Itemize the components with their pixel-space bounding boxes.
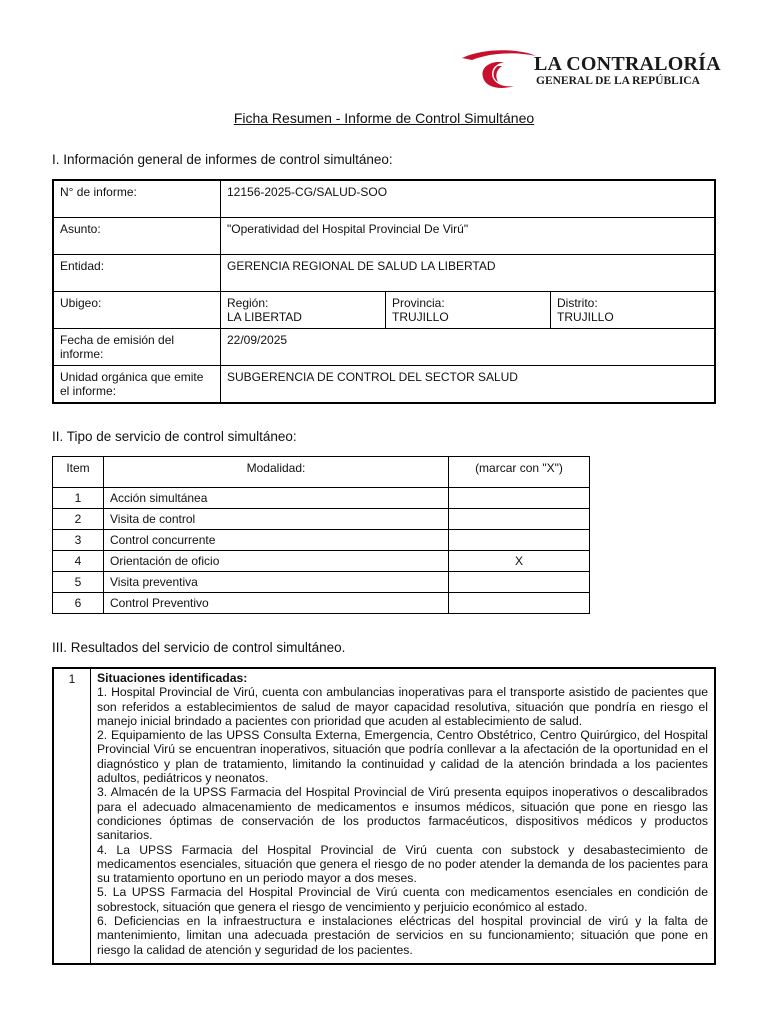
marca-cell: X [449,551,590,572]
asunto-value: "Operatividad del Hospital Provincial De Virú" [221,218,716,255]
modalidad-cell: Acción simultánea [104,488,449,509]
ubigeo-label: Ubigeo: [53,292,221,329]
modalidad-cell: Orientación de oficio [104,551,449,572]
entidad-value: GERENCIA REGIONAL DE SALUD LA LIBERTAD [221,255,716,292]
table-row [53,218,715,255]
table-row [53,180,715,218]
distrito-cell [551,292,716,329]
modalidad-cell: Visita preventiva [104,572,449,593]
item-number: 5 [53,572,104,593]
region-cell [221,292,386,329]
swoosh-logo-icon [458,48,538,92]
distrito-value: TRUJILLO [557,310,614,324]
unidad-label: Unidad orgánica que emite el informe: [53,366,221,404]
table-row [53,329,715,366]
section-1-heading: I. Información general de informes de control simultáneo: [52,152,393,167]
informe-value: 12156-2025-CG/SALUD-SOO [221,180,716,218]
results-body [91,668,716,964]
table-row [53,593,590,614]
logo-subtitle: GENERAL DE LA REPÚBLICA [536,75,700,87]
service-type-table [52,456,590,614]
situaciones-heading: Situaciones identificadas: [97,671,248,685]
situation-item: 4. La UPSS Farmacia del Hospital Provincial de Virú cuenta con substock y desabastecimiento de medicamentos esenciales, situación que genera el riesgo de no poder atender la demanda de los pacientes para su tratamiento oportuno en un periodo mayor a dos meses. [97,842,708,886]
situation-item: 1. Hospital Provincial de Virú, cuenta con ambulancias inoperativas para el transporte asistido de pacientes que son referidos a establecimientos de salud de mayor capacidad resolutiva, situación que pondría en riesgo el manejo inicial brindado a pacientes con prioridad que acuden al establecimiento de salud. [97,685,708,728]
table-row [53,530,590,551]
situation-item: 3. Almacén de la UPSS Farmacia del Hospital Provincial de Virú presenta equipos inoperativos o descalibrados para el adecuado almacenamiento de medicamentos e insumos médicos, situación que pone en riesgo las condiciones óptimas de conservación de los productos farmacéuticos, dispositivos médicos y productos sanitarios. [97,785,708,843]
logo-title: LA CONTRALORÍA [534,53,721,75]
section-2-heading: II. Tipo de servicio de control simultáneo: [52,429,297,444]
table-row [53,551,590,572]
entidad-label: Entidad: [53,255,221,292]
modalidad-cell: Control Preventivo [104,593,449,614]
general-info-table [52,179,716,404]
situation-item: 5. La UPSS Farmacia del Hospital Provincial de Virú cuenta con medicamentos esenciales en condición de sobrestock, situación que genera el riesgo de vencimiento y perjuicio económico al estado. [97,885,708,914]
table-row [53,509,590,530]
marca-cell [449,488,590,509]
table-row [53,292,715,329]
provincia-label: Provincia: [392,296,445,310]
item-number: 6 [53,593,104,614]
provincia-cell [386,292,551,329]
marca-cell [449,572,590,593]
modalidad-cell: Visita de control [104,509,449,530]
region-value: LA LIBERTAD [227,310,302,324]
marca-cell [449,593,590,614]
col-item-header: Item [53,457,104,488]
result-number: 1 [53,668,91,964]
fecha-label: Fecha de emisión del informe: [53,329,221,366]
table-row [53,366,715,404]
table-row [53,572,590,593]
provincia-value: TRUJILLO [392,310,449,324]
region-label: Región: [227,296,269,310]
col-modalidad-header: Modalidad: [104,457,449,488]
contraloria-logo [458,44,728,94]
item-number: 4 [53,551,104,572]
table-row [53,255,715,292]
asunto-label: Asunto: [53,218,221,255]
informe-label: N° de informe: [53,180,221,218]
table-row [53,668,715,964]
distrito-label: Distrito: [557,296,598,310]
item-number: 3 [53,530,104,551]
marca-cell [449,509,590,530]
table-header-row [53,457,590,488]
situation-item: 6. Deficiencias en la infraestructura e instalaciones eléctricas del hospital provincial de virú y la falta de mantenimiento, limitan una adecuada prestación de servicios en su funcionamiento; situación que pone en riesgo la calidad de atención y seguridad de los pacientes. [97,914,708,957]
modalidad-cell: Control concurrente [104,530,449,551]
item-number: 1 [53,488,104,509]
fecha-value: 22/09/2025 [221,329,716,366]
item-number: 2 [53,509,104,530]
unidad-value: SUBGERENCIA DE CONTROL DEL SECTOR SALUD [221,366,716,404]
document-title: Ficha Resumen - Informe de Control Simultáneo [233,110,535,126]
situation-item: 2. Equipamiento de las UPSS Consulta Externa, Emergencia, Centro Obstétrico, Centro Quirúrgico, del Hospital Provincial Virú se encuentran inoperativos, situación que podría conllevar a la afectación de la oportunidad en el diagnóstico y plan de tratamiento, limitando la continuidad y calidad de la atención brindada a los pacientes adultos, pediátricos y neonatos. [97,728,708,786]
table-row [53,488,590,509]
col-marca-header: (marcar con "X") [449,457,590,488]
results-table [52,667,716,965]
section-3-heading: III. Resultados del servicio de control simultáneo. [52,640,346,655]
marca-cell [449,530,590,551]
